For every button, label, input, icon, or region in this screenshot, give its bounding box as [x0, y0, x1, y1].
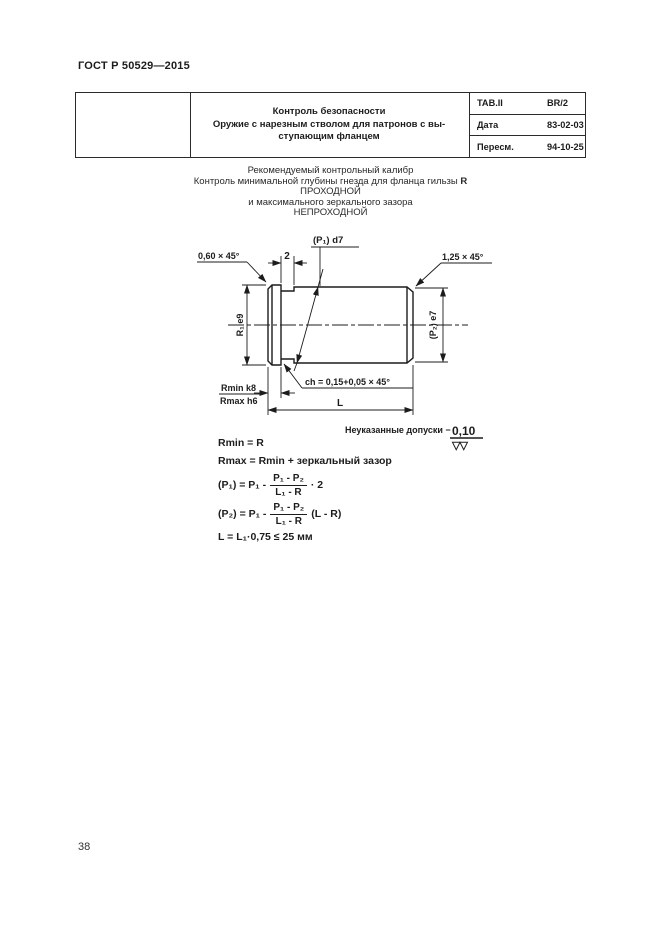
formula-length: L = L₁·0,75 ≤ 25 мм: [218, 531, 313, 543]
subject-line-3: ступающим фланцем: [278, 131, 380, 143]
formula-p2: [218, 502, 392, 527]
groove-width-label: 2: [284, 251, 290, 262]
p2-label: (P₂) e7: [428, 310, 438, 340]
formula-rmax: Rmax = Rmin + зеркальный зазор: [218, 455, 392, 467]
tolerance-note: Неуказанные допуски −: [345, 425, 451, 435]
page-number: 38: [78, 841, 91, 853]
formula-p1-factor: · 2: [310, 479, 324, 491]
formula-p1: [218, 473, 392, 498]
formula-rmin: Rmin = R: [218, 437, 264, 449]
figure-caption: [0, 166, 661, 219]
r1-label: R₁ e9: [235, 313, 245, 337]
gauge-drawing-container: [190, 230, 535, 463]
formula-block: [218, 437, 392, 549]
edge-chamfer-label: ch = 0,15+0,05 × 45°: [305, 377, 390, 387]
standard-code: ГОСТ Р 50529—2015: [78, 60, 190, 72]
formula-p1-fraction: [270, 473, 307, 498]
caption-line-3: ПРОХОДНОЙ: [300, 186, 361, 198]
formula-p1-lhs: (P₁) = P₁ -: [218, 479, 267, 491]
cartridge-dim-symbol: R: [460, 175, 468, 187]
meta-value: BR/2: [547, 98, 568, 109]
formula-p2-fraction: [270, 502, 307, 527]
meta-row-date: [470, 114, 585, 136]
dim-p1: [294, 247, 359, 371]
meta-value: 83-02-03: [547, 120, 584, 130]
rim-min-label: Rmin k8: [221, 383, 257, 393]
meta-label: Пересм.: [477, 141, 514, 152]
formula-p2-lhs: (P₂) = P₁ -: [218, 508, 267, 520]
header-table: [75, 92, 586, 158]
p1-label: (P₁) d7: [313, 235, 344, 246]
meta-row-tab: [470, 93, 585, 114]
rim-max-label: Rmax h6: [220, 396, 258, 406]
header-table-empty-cell: [76, 93, 191, 157]
meta-label: Дата: [477, 120, 499, 130]
surface-finish-icon: ▽▽: [452, 440, 467, 452]
formula-p1-denominator: L₁ - R: [275, 487, 302, 498]
caption-line-4: и максимального зеркального зазора: [248, 196, 413, 208]
label-chamfer-left: [197, 262, 266, 282]
formula-p2-denominator: L₁ - R: [275, 516, 302, 527]
meta-label: TAB.II: [477, 98, 503, 109]
chamfer-left-label: 0,60 × 45°: [198, 251, 240, 261]
chamfer-right-label: 1,25 × 45°: [442, 252, 484, 262]
label-chamfer-right: [416, 263, 492, 286]
header-table-subject: [190, 93, 468, 157]
meta-value: 94-10-25: [547, 141, 584, 152]
length-label: L: [336, 398, 344, 409]
gauge-drawing: [190, 230, 535, 458]
tolerance-value: 0,10: [452, 424, 476, 438]
formula-p2-numerator: P₁ - P₂: [270, 502, 307, 515]
caption-line-5: НЕПРОХОДНОЙ: [293, 207, 368, 219]
header-table-meta: [469, 93, 585, 157]
formula-p1-numerator: P₁ - P₂: [270, 473, 307, 486]
subject-line-2: Оружие с нарезным стволом для патронов с вы-: [212, 118, 446, 130]
meta-row-revision: [470, 135, 585, 157]
caption-line-2: Контроль минимальной глубины гнезда для фланца гильзы R: [193, 175, 468, 187]
subject-line-1: Контроль безопасности: [272, 106, 386, 118]
caption-line-1: Рекомендуемый контрольный калибр: [247, 165, 414, 176]
formula-p2-factor: (L - R): [311, 508, 342, 520]
